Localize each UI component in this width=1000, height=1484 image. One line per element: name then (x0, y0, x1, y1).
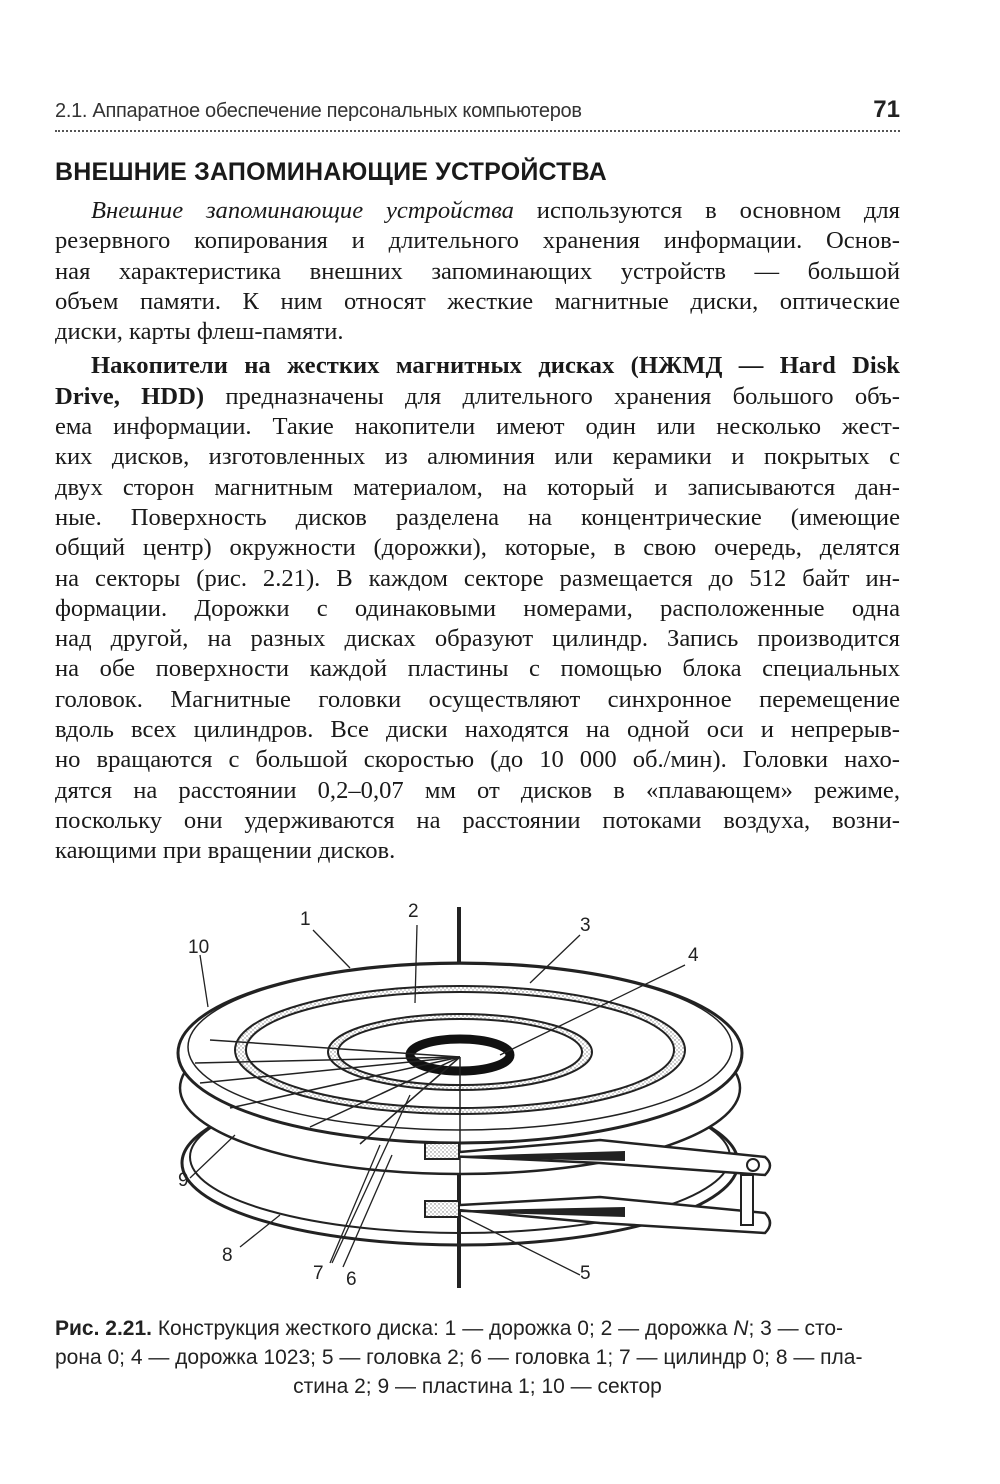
text-line (55, 382, 900, 412)
caption-line: рона 0; 4 — дорожка 1023; 5 — головка 2; 6 — головка 1; 7 — цилиндр 0; 8 — пла- (55, 1346, 863, 1369)
text-line: вдоль всех цилиндров. Все диски находятся на одной оси и непрерыв- (55, 716, 900, 744)
text-line: кающими при вращении дисков. (55, 837, 396, 865)
label-1: 1 (300, 909, 311, 930)
caption-number: Рис. 2.21. (55, 1317, 152, 1340)
text-line: но вращаются с большой скоростью (до 10 000 об./мин). Головки нахо- (55, 746, 900, 774)
text-line: поскольку они удерживаются на расстоянии потоками воздуха, возни- (55, 806, 900, 834)
running-title: 2.1. Аппаратное обеспечение персональных компьютеров (55, 100, 582, 122)
text-line: ные. Поверхность дисков разделена на концентрические (имеющие (55, 503, 900, 531)
label-2: 2 (408, 901, 419, 922)
figure-caption (55, 1314, 900, 1401)
text-line: головок. Магнитные головки осуществляют синхронное перемещение (55, 685, 900, 713)
hard-disk-diagram (170, 895, 800, 1300)
text-line: двух сторон магнитным материалом, на который и записываются дан- (55, 473, 900, 501)
hard-disk-figure (170, 895, 800, 1300)
paragraph-hdd (55, 351, 900, 866)
italic-term: Внешние запоминающие устройства (91, 197, 514, 224)
label-7: 7 (313, 1263, 324, 1284)
text-line: объем памяти. К ним относят жесткие магнитные диски, оптические (55, 287, 900, 315)
label-10: 10 (188, 937, 210, 958)
text-line: над другой, на разных дисках образуют цилиндр. Запись производится (55, 625, 900, 653)
caption-line (55, 1314, 900, 1343)
text-line: ких дисков, изготовленных из алюминия или керамики и покрытых с (55, 443, 900, 471)
label-5: 5 (580, 1263, 591, 1284)
label-3: 3 (580, 915, 591, 936)
text-line: на обе поверхности каждой пластины с помощью блока специальных (55, 655, 900, 683)
actuator-pivot (741, 1175, 753, 1225)
caption-text: Конструкция жесткого диска: 1 — дорожка 0; 2 — дорожка (151, 1317, 734, 1340)
label-4: 4 (688, 945, 699, 966)
bold-term: Drive, HDD) (55, 382, 205, 410)
body-text (55, 196, 900, 871)
caption-line: стина 2; 9 — пластина 1; 10 — сектор (293, 1375, 662, 1398)
line-text: используются в основном для (513, 197, 900, 224)
text-line: ная характеристика внешних запоминающих устройств — большой (55, 257, 900, 285)
text-line: резервного копирования и длительного хранения информации. Основ- (55, 227, 900, 255)
text-line: ема информации. Такие накопители имеют один или несколько жест- (55, 413, 900, 441)
caption-n: N (733, 1317, 749, 1340)
text-line: дятся на расстоянии 0,2–0,07 мм от дисков в «плавающем» режиме, (55, 776, 900, 804)
text-line: Накопители на жестких магнитных дисках (НЖМД — Hard Disk (91, 352, 900, 380)
text-line: общий центр) окружности (дорожки), которые, в свою очередь, делятся (55, 534, 900, 562)
page-number: 71 (873, 96, 900, 123)
label-8: 8 (222, 1245, 233, 1266)
label-6: 6 (346, 1269, 357, 1290)
line-text: предназначены для длительного хранения большого объ- (204, 382, 900, 410)
text-line: диски, карты флеш-памяти. (55, 318, 344, 346)
text-line: формации. Дорожки с одинаковыми номерами, расположенные одна (55, 594, 900, 622)
section-heading: ВНЕШНИЕ ЗАПОМИНАЮЩИЕ УСТРОЙСТВА (55, 158, 607, 186)
label-9: 9 (178, 1170, 189, 1191)
caption-text-end: ; 3 — сто- (748, 1317, 844, 1340)
running-header (55, 96, 900, 132)
text-line: на секторы (рис. 2.21). В каждом секторе размещается до 512 байт ин- (55, 564, 900, 592)
paragraph-external-storage (55, 196, 900, 347)
text-line (55, 196, 900, 226)
